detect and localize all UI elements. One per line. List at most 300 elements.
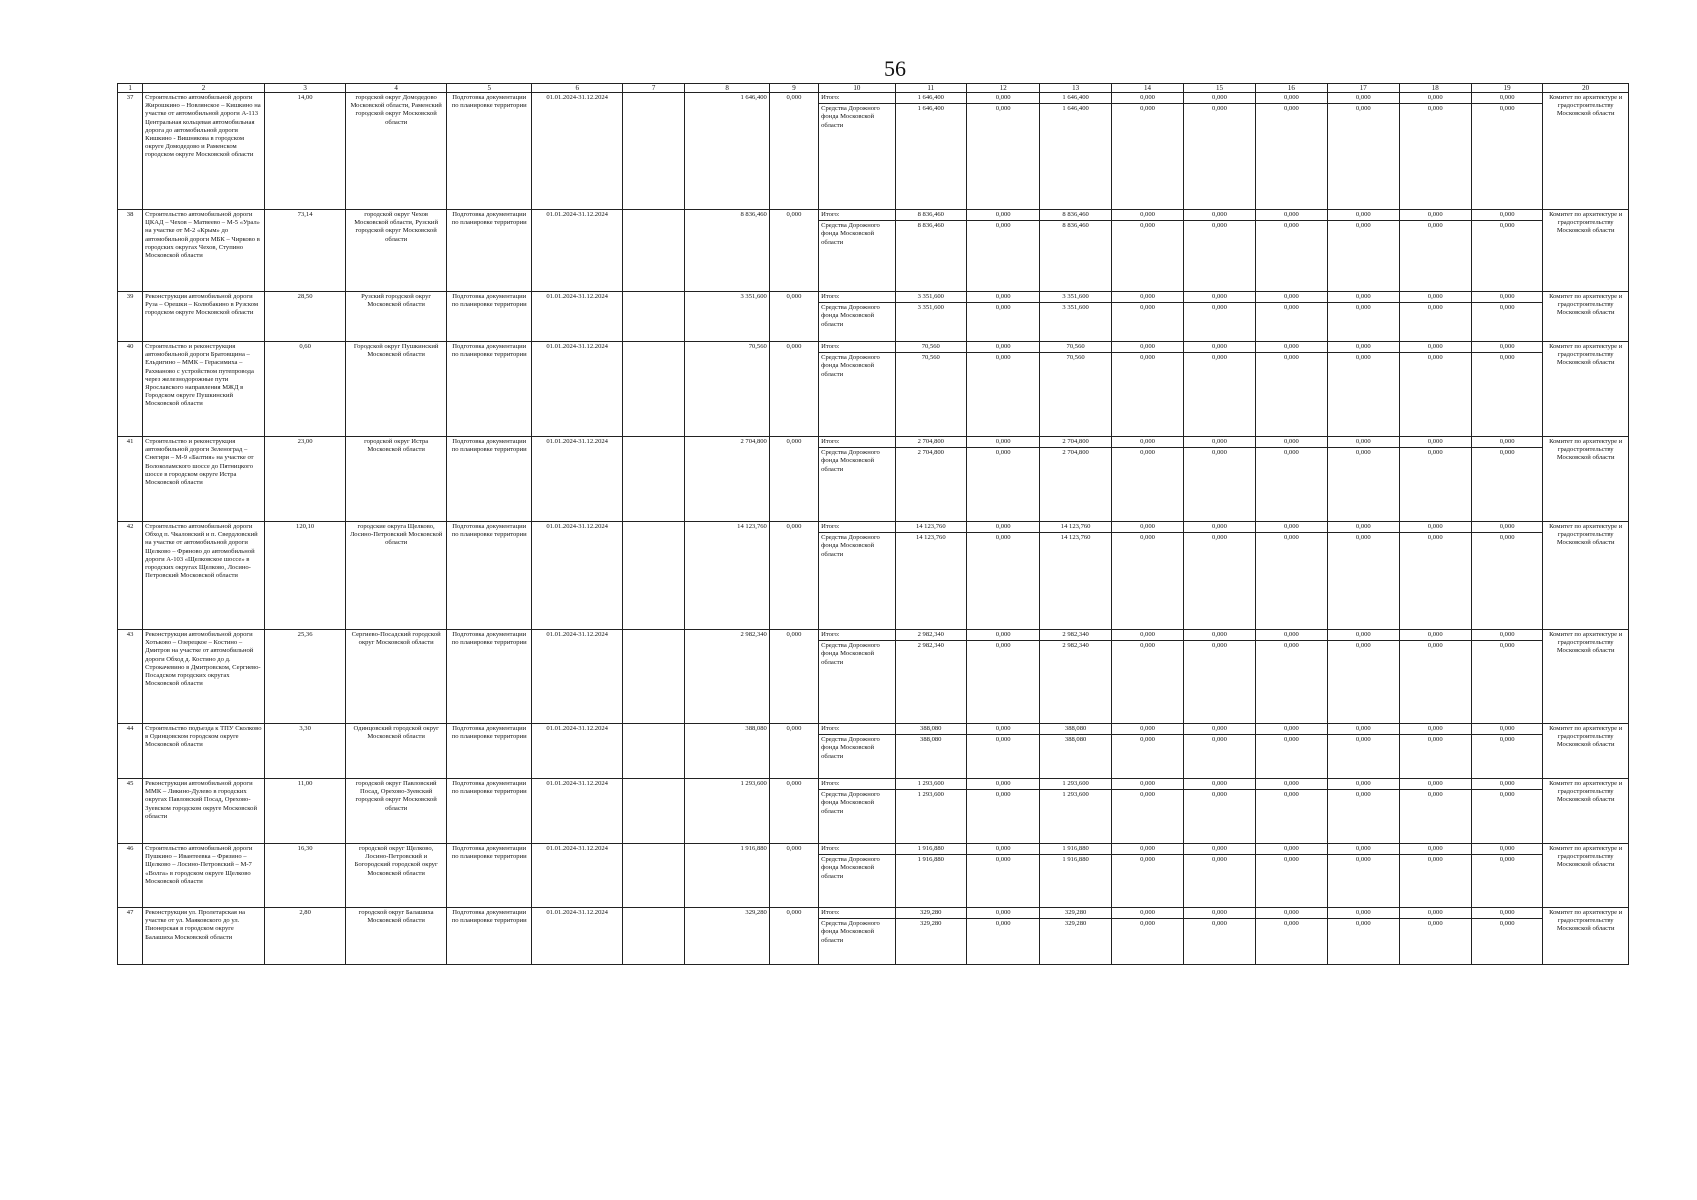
amount-total: 0,000 [1472,438,1542,448]
empty-cell [622,908,684,965]
location-text: городской округ Чехов Московской области, Рузский городской округ Московской области [346,210,447,292]
row-number: 46 [118,844,143,908]
amount-cell-c13 [1040,908,1111,965]
column-number: 6 [532,84,623,93]
responsible-agency: Комитет по архитектуре и градостроительству Московской области [1543,908,1629,965]
column-number: 8 [685,84,770,93]
work-type: Подготовка документации по планировке территории [446,724,532,779]
amount-cell-c17 [1328,210,1399,292]
amount-cell-c19 [1471,292,1542,342]
amount-fund: 0,000 [1212,222,1227,230]
amount-total: 0,000 [1328,909,1398,919]
amount-total: 3 351,600 [896,293,966,303]
period-dates: 01.01.2024-31.12.2024 [532,908,623,965]
amount-total: 0,000 [1256,438,1327,448]
column-number: 5 [446,84,532,93]
amount-fund: 329,280 [1064,920,1087,928]
location-text: Одинцовский городской округ Московской области [346,724,447,779]
amount-cell-c12 [966,630,1039,724]
amount-fund: 388,080 [1064,736,1087,744]
period-dates: 01.01.2024-31.12.2024 [532,93,623,210]
amount-cell-c19 [1471,779,1542,844]
table-row [118,93,1629,210]
amount-cell-c16 [1255,93,1327,210]
amount-total: 0,000 [1472,293,1542,303]
work-type: Подготовка документации по планировке территории [446,292,532,342]
amount-cell-c18 [1399,93,1471,210]
amount-fund: 0,000 [1212,304,1227,312]
row-number: 39 [118,292,143,342]
amount-fund: 0,000 [1499,534,1515,542]
row-number: 38 [118,210,143,292]
amount-total: 0,000 [967,211,1039,221]
amount-cell-c18 [1399,342,1471,437]
amount-cell-c19 [1471,724,1542,779]
object-name: Реконструкция автомобильной дороги Хотьково – Озерецкое – Костино – Дмитров на участке от автомобильной дороги Обход д. Костино до д. Строкачевино в Дмитровском, Сергиево-Посадском городских округах Московской области [143,630,265,724]
amount-cell-c12 [966,292,1039,342]
funding-source [819,342,895,437]
amount-total: 0,000 [1328,780,1398,790]
amount-fund: 0,000 [1140,642,1155,650]
amount-fund: 0,000 [1427,105,1443,113]
amount-fund: 0,000 [1140,354,1155,362]
amount-total: 0,000 [1256,725,1327,735]
object-name: Строительство автомобильной дороги ЦКАД – Чехов – Матвеево – М-5 «Урал» на участке от М-2 «Крым» до автомобильной дороги МБК – Чирково в городских округах Чехов, Ступино Московской области [143,210,265,292]
amount-total: 0,000 [967,343,1039,353]
amount-fund: 0,000 [1499,222,1515,230]
amount-total: 8 836,460 [896,211,966,221]
amount-cell-c13 [1040,93,1111,210]
amount-fund: 0,000 [1499,642,1515,650]
amount-fund: 0,000 [1140,736,1155,744]
funding-source [819,93,895,210]
column-number: 17 [1328,84,1399,93]
funding-source [819,210,895,292]
amount-total: 0,000 [1112,211,1183,221]
table-row [118,210,1629,292]
amount-fund: 0,000 [1499,736,1515,744]
amount-total: 0,000 [1184,725,1254,735]
period-dates: 01.01.2024-31.12.2024 [532,630,623,724]
responsible-agency: Комитет по архитектуре и градостроительству Московской области [1543,342,1629,437]
amount-total: 1 916,880 [1040,845,1110,855]
amount-total: 388,080 [896,725,966,735]
amount-total: 0,000 [1256,845,1327,855]
amount-total: 0,000 [1328,438,1398,448]
amount-cell-c15 [1184,342,1255,437]
amount-cell-c13 [1040,210,1111,292]
column-number: 4 [346,84,447,93]
table-row [118,724,1629,779]
column-number-row [118,84,1629,93]
object-name: Строительство автомобильной дороги Жирошкино – Новлянское – Кишкино на участке от автомобильной дороги А-113 Центральная кольцевая автомобильная дорога до автомобильной дороги Кишкино - Вишнякова в городском округе Домодедово и Раменском городском округе Московской области [143,93,265,210]
amount-cell-c18 [1399,210,1471,292]
source-total-label: Итого: [819,909,894,919]
funding-source [819,292,895,342]
cost-value: 14 123,760 [685,522,770,630]
amount-cell-c19 [1471,844,1542,908]
amount-total: 0,000 [1112,343,1183,353]
amount-total: 70,560 [1040,343,1110,353]
amount-fund: 0,000 [995,354,1011,362]
amount-fund: 0,000 [1140,534,1155,542]
table-row [118,779,1629,844]
amount-cell-c12 [966,844,1039,908]
amount-total: 0,000 [1112,909,1183,919]
responsible-agency: Комитет по архитектуре и градостроительству Московской области [1543,779,1629,844]
amount-cell-c12 [966,210,1039,292]
amount-total: 0,000 [1256,293,1327,303]
amount-cell-c17 [1328,437,1399,522]
amount-fund: 0,000 [1499,856,1515,864]
amount-total: 1 293,600 [1040,780,1110,790]
amount-fund: 0,000 [1283,534,1299,542]
column-number: 1 [118,84,143,93]
amount-fund: 0,000 [995,791,1011,799]
amount-total: 2 982,340 [896,631,966,641]
source-fund-label: Средства Дорожного фонда Московской области [821,222,880,246]
amount-total: 0,000 [1184,343,1254,353]
source-fund-label: Средства Дорожного фонда Московской области [821,736,880,760]
source-total-label: Итого: [819,523,894,533]
amount-cell-total [895,844,966,908]
amount-total: 0,000 [1472,343,1542,353]
amount-total: 388,080 [1040,725,1110,735]
work-type: Подготовка документации по планировке территории [446,342,532,437]
amount-cell-c15 [1184,292,1255,342]
amount-total: 0,000 [1184,780,1254,790]
period-dates: 01.01.2024-31.12.2024 [532,779,623,844]
amount-total: 0,000 [1400,211,1471,221]
amount-total: 0,000 [1112,780,1183,790]
amount-fund: 0,000 [1355,354,1371,362]
amount-total: 0,000 [1400,725,1471,735]
financed-value: 0,000 [769,779,818,844]
amount-cell-c14 [1111,437,1183,522]
financed-value: 0,000 [769,724,818,779]
amount-total: 0,000 [967,438,1039,448]
source-total-label: Итого: [819,293,894,303]
amount-cell-total [895,908,966,965]
amount-total: 0,000 [1184,438,1254,448]
amount-fund: 0,000 [995,449,1011,457]
amount-total: 14 123,760 [896,523,966,533]
amount-fund: 0,000 [1427,222,1443,230]
amount-total: 0,000 [967,845,1039,855]
amount-fund: 0,000 [1212,534,1227,542]
cost-value: 3 351,600 [685,292,770,342]
amount-fund: 3 351,600 [1062,304,1089,312]
amount-total: 0,000 [1328,523,1398,533]
amount-fund: 0,000 [1355,856,1371,864]
amount-total: 8 836,460 [1040,211,1110,221]
source-fund-label: Средства Дорожного фонда Московской области [821,920,880,944]
responsible-agency: Комитет по архитектуре и градостроительству Московской области [1543,210,1629,292]
amount-fund: 1 293,600 [917,791,944,799]
amount-total: 0,000 [967,523,1039,533]
cost-value: 1 293,600 [685,779,770,844]
amount-total: 0,000 [1112,725,1183,735]
row-number: 45 [118,779,143,844]
funding-source [819,522,895,630]
amount-total: 0,000 [1256,631,1327,641]
amount-cell-c17 [1328,779,1399,844]
amount-total: 0,000 [1112,523,1183,533]
amount-fund: 0,000 [1283,105,1299,113]
column-number: 11 [895,84,966,93]
amount-fund: 0,000 [995,105,1011,113]
amount-fund: 0,000 [1427,791,1443,799]
amount-fund: 0,000 [1212,920,1227,928]
amount-fund: 0,000 [995,736,1011,744]
amount-cell-c13 [1040,844,1111,908]
amount-cell-c12 [966,908,1039,965]
work-type: Подготовка документации по планировке территории [446,522,532,630]
amount-total: 0,000 [1472,523,1542,533]
location-text: Городской округ Пушкинский Московской области [346,342,447,437]
financed-value: 0,000 [769,630,818,724]
financed-value: 0,000 [769,292,818,342]
amount-cell-c18 [1399,724,1471,779]
amount-fund: 0,000 [1355,449,1371,457]
amount-total: 0,000 [1256,343,1327,353]
cost-value: 1 646,400 [685,93,770,210]
amount-total: 1 293,600 [896,780,966,790]
amount-cell-total [895,292,966,342]
row-number: 41 [118,437,143,522]
funding-source [819,779,895,844]
amount-total: 329,280 [1040,909,1110,919]
amount-fund: 1 916,880 [917,856,944,864]
amount-cell-c19 [1471,522,1542,630]
amount-fund: 0,000 [1355,105,1371,113]
funding-source [819,908,895,965]
amount-fund: 0,000 [1212,856,1227,864]
empty-cell [622,437,684,522]
amount-fund: 8 836,460 [1062,222,1089,230]
amount-cell-c12 [966,93,1039,210]
empty-cell [622,522,684,630]
length-value: 2,80 [264,908,345,965]
table-row [118,844,1629,908]
amount-total: 0,000 [1112,94,1183,104]
amount-total: 0,000 [1400,94,1471,104]
amount-total: 0,000 [1184,293,1254,303]
amount-total: 0,000 [1256,523,1327,533]
amount-fund: 0,000 [1283,856,1299,864]
amount-total: 0,000 [1400,845,1471,855]
amount-fund: 2 982,340 [1062,642,1089,650]
amount-cell-c19 [1471,93,1542,210]
amount-fund: 0,000 [1283,449,1299,457]
table-row [118,522,1629,630]
amount-total: 0,000 [1472,631,1542,641]
length-value: 14,00 [264,93,345,210]
source-total-label: Итого: [819,631,894,641]
empty-cell [622,724,684,779]
amount-cell-c15 [1184,844,1255,908]
amount-fund: 329,280 [920,920,942,928]
object-name: Реконструкция автомобильной дороги Руза – Орешки – Колюбакино в Рузском городском округе Московской области [143,292,265,342]
amount-fund: 2 704,800 [1062,449,1089,457]
source-fund-label: Средства Дорожного фонда Московской области [821,304,880,328]
amount-fund: 0,000 [1499,791,1515,799]
financed-value: 0,000 [769,93,818,210]
amount-fund: 0,000 [1427,449,1443,457]
source-fund-label: Средства Дорожного фонда Московской области [821,354,880,378]
amount-fund: 0,000 [1355,736,1371,744]
amount-cell-c12 [966,342,1039,437]
amount-cell-c19 [1471,630,1542,724]
amount-cell-c14 [1111,342,1183,437]
column-number: 16 [1255,84,1327,93]
amount-fund: 0,000 [1427,354,1443,362]
amount-total: 0,000 [967,780,1039,790]
length-value: 23,00 [264,437,345,522]
amount-total: 0,000 [1400,780,1471,790]
table-row [118,630,1629,724]
cost-value: 388,080 [685,724,770,779]
length-value: 11,00 [264,779,345,844]
amount-cell-c16 [1255,724,1327,779]
amount-total: 0,000 [1472,94,1542,104]
amount-total: 0,000 [1184,845,1254,855]
responsible-agency: Комитет по архитектуре и градостроительству Московской области [1543,292,1629,342]
work-type: Подготовка документации по планировке территории [446,210,532,292]
amount-cell-c17 [1328,342,1399,437]
source-total-label: Итого: [819,780,894,790]
amount-fund: 0,000 [1355,222,1371,230]
amount-fund: 2 982,340 [917,642,944,650]
period-dates: 01.01.2024-31.12.2024 [532,724,623,779]
object-name: Строительство автомобильной дороги Пушкино – Ивантеевка – Фрязино – Щелково – Лосино-Петровский – М-7 «Волга» в городском округе Щелково Московской области [143,844,265,908]
amount-cell-c13 [1040,724,1111,779]
amount-fund: 14 123,760 [1060,534,1091,542]
amount-fund: 14 123,760 [915,534,946,542]
amount-cell-c16 [1255,844,1327,908]
column-number: 9 [769,84,818,93]
location-text: Рузский городской округ Московской области [346,292,447,342]
amount-total: 0,000 [1328,293,1398,303]
amount-cell-c18 [1399,522,1471,630]
column-number: 19 [1471,84,1542,93]
amount-total: 329,280 [896,909,966,919]
amount-fund: 70,560 [921,354,940,362]
amount-cell-c14 [1111,93,1183,210]
financed-value: 0,000 [769,844,818,908]
amount-total: 0,000 [1112,438,1183,448]
cost-value: 329,280 [685,908,770,965]
amount-fund: 388,080 [920,736,942,744]
row-number: 40 [118,342,143,437]
amount-fund: 0,000 [995,920,1011,928]
row-number: 44 [118,724,143,779]
amount-fund: 0,000 [1140,920,1155,928]
responsible-agency: Комитет по архитектуре и градостроительству Московской области [1543,93,1629,210]
length-value: 16,30 [264,844,345,908]
amount-cell-c12 [966,437,1039,522]
amount-cell-total [895,342,966,437]
source-fund-label: Средства Дорожного фонда Московской области [821,791,880,815]
length-value: 120,10 [264,522,345,630]
amount-total: 2 704,800 [1040,438,1110,448]
amount-fund: 0,000 [1283,222,1299,230]
object-name: Строительство и реконструкция автомобильной дороги Зеленоград – Снегири – М-9 «Балтия» на участке от Волоколамского шоссе до Пятницкого шоссе в городском округе Истра Московской области [143,437,265,522]
amount-fund: 0,000 [1427,736,1443,744]
amount-cell-c19 [1471,210,1542,292]
period-dates: 01.01.2024-31.12.2024 [532,844,623,908]
amount-cell-c17 [1328,93,1399,210]
amount-cell-c17 [1328,724,1399,779]
amount-fund: 0,000 [995,222,1011,230]
amount-cell-c18 [1399,292,1471,342]
amount-fund: 0,000 [995,856,1011,864]
financed-value: 0,000 [769,437,818,522]
amount-cell-c19 [1471,908,1542,965]
amount-cell-c17 [1328,630,1399,724]
object-name: Строительство автомобильной дороги Обход п. Чкаловский и п. Свердловский на участке от автомобильной дороги Щелково – Фряново до автомобильной дороги А-103 «Щелковское шоссе» в городских округах Щелково, Лосино-Петровский Московской области [143,522,265,630]
source-total-label: Итого: [819,845,894,855]
location-text: городской округ Павловский Посад, Орехово-Зуевский городской округ Московской области [346,779,447,844]
source-total-label: Итого: [819,94,894,104]
amount-fund: 0,000 [1140,304,1155,312]
amount-total: 0,000 [1472,780,1542,790]
empty-cell [622,844,684,908]
table-row [118,908,1629,965]
empty-cell [622,210,684,292]
amount-total: 2 982,340 [1040,631,1110,641]
column-number: 2 [143,84,265,93]
column-number: 12 [966,84,1039,93]
amount-fund: 0,000 [1283,736,1299,744]
table-row [118,342,1629,437]
amount-total: 1 646,400 [1040,94,1110,104]
row-number: 37 [118,93,143,210]
amount-fund: 2 704,800 [917,449,944,457]
period-dates: 01.01.2024-31.12.2024 [532,210,623,292]
work-type: Подготовка документации по планировке территории [446,630,532,724]
amount-fund: 0,000 [1283,304,1299,312]
work-type: Подготовка документации по планировке территории [446,437,532,522]
amount-total: 0,000 [1328,94,1398,104]
amount-fund: 0,000 [1499,354,1515,362]
cost-value: 8 836,460 [685,210,770,292]
amount-total: 0,000 [1112,845,1183,855]
location-text: городские округа Щелково, Лосино-Петровский Московской области [346,522,447,630]
amount-cell-c18 [1399,779,1471,844]
amount-cell-c19 [1471,437,1542,522]
amount-total: 1 646,400 [896,94,966,104]
amount-cell-c16 [1255,437,1327,522]
amount-cell-c12 [966,724,1039,779]
amount-cell-c15 [1184,908,1255,965]
amount-cell-c17 [1328,522,1399,630]
amount-total: 0,000 [1400,523,1471,533]
amount-fund: 0,000 [995,642,1011,650]
amount-fund: 0,000 [1212,449,1227,457]
row-number: 43 [118,630,143,724]
empty-cell [622,342,684,437]
amount-fund: 0,000 [995,534,1011,542]
table-row [118,437,1629,522]
responsible-agency: Комитет по архитектуре и градостроительству Московской области [1543,844,1629,908]
amount-fund: 0,000 [1355,791,1371,799]
amount-total: 0,000 [967,94,1039,104]
financed-value: 0,000 [769,908,818,965]
amount-cell-total [895,210,966,292]
source-fund-label: Средства Дорожного фонда Московской области [821,534,880,558]
amount-fund: 70,560 [1066,354,1085,362]
